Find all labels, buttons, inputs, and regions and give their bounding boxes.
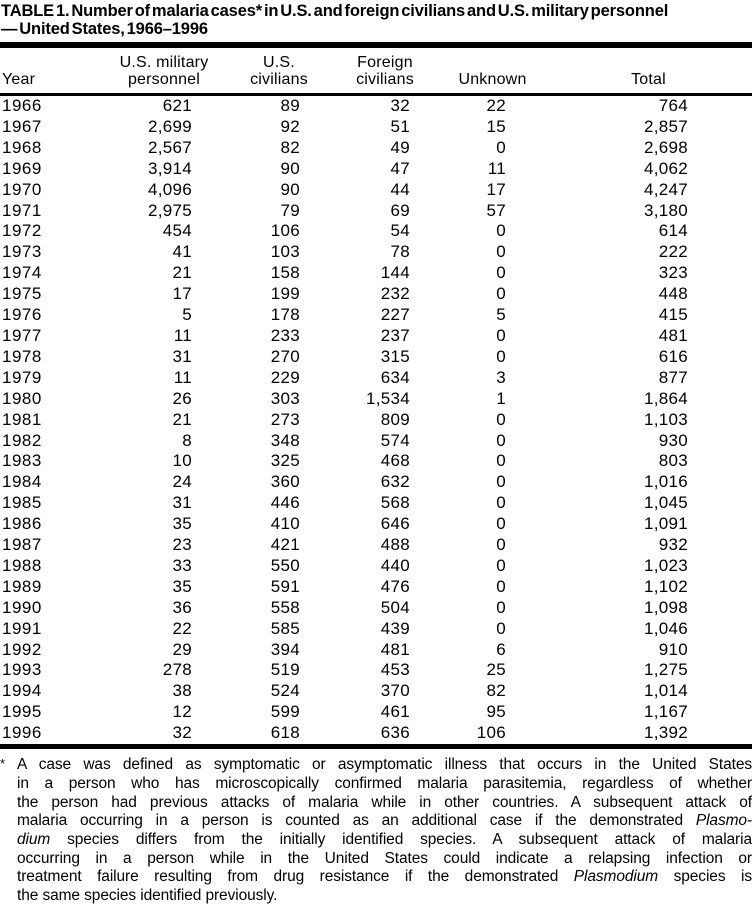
unknown-cell: 0: [496, 555, 506, 575]
year-cell: 1988: [2, 555, 42, 575]
footnote-line: [0, 756, 752, 775]
table-row: [0, 431, 752, 452]
table-row: [0, 242, 752, 263]
us-civilians-cell: 591: [270, 576, 300, 596]
us-civilians-cell: 585: [270, 618, 300, 638]
unknown-cell: 17: [486, 179, 506, 199]
table-row: [0, 723, 752, 744]
column-header-foreign-civilians: Foreign civilians: [330, 45, 440, 95]
footnote: [0, 749, 752, 906]
foreign-civilians-cell: 481: [380, 639, 410, 659]
footnote-text: A case was defined as symptomatic or asymptomatic illness that occurs in the United States: [17, 756, 752, 774]
year-cell: 1994: [2, 681, 42, 701]
us-civilians-cell: 558: [270, 597, 300, 617]
year-cell: 1990: [2, 597, 42, 617]
year-cell: 1966: [2, 96, 42, 115]
total-cell: 1,392: [643, 723, 688, 743]
us-civilians-cell: 270: [270, 346, 300, 366]
total-cell: 1,098: [643, 597, 688, 617]
table-row: [0, 493, 752, 514]
total-cell: 764: [658, 96, 688, 115]
footnote-italic-text: Plasmodium: [573, 868, 659, 886]
us-military-cell: 2,699: [147, 116, 192, 136]
foreign-civilians-cell: 78: [390, 242, 410, 262]
table-row: [0, 305, 752, 326]
footnote-text: the same species identified previously.: [17, 887, 278, 905]
table-title-line1: TABLE 1. Number of malaria cases* in U.S. and foreign civilians and U.S. military personnel: [1, 2, 669, 20]
table-row: [0, 95, 752, 117]
table-row: [0, 640, 752, 661]
us-civilians-cell: 90: [280, 158, 300, 178]
us-military-cell: 278: [162, 660, 192, 680]
us-civilians-cell: 410: [270, 514, 300, 534]
unknown-cell: 57: [486, 200, 506, 220]
us-military-cell: 4,096: [147, 179, 192, 199]
footnote-line: [17, 831, 752, 850]
year-cell: 1972: [2, 221, 42, 241]
unknown-cell: 0: [496, 618, 506, 638]
foreign-civilians-cell: 468: [380, 451, 410, 471]
total-cell: 3,180: [643, 200, 688, 220]
us-military-cell: 38: [172, 681, 192, 701]
year-cell: 1976: [2, 305, 42, 325]
foreign-civilians-cell: 568: [380, 493, 410, 513]
us-military-cell: 5: [182, 305, 192, 325]
year-cell: 1980: [2, 388, 42, 408]
table-row: [0, 389, 752, 410]
table-row: [0, 619, 752, 640]
total-cell: 222: [658, 242, 688, 262]
table-row: [0, 180, 752, 201]
us-civilians-cell: 325: [270, 451, 300, 471]
foreign-civilians-cell: 504: [380, 597, 410, 617]
us-military-cell: 2,975: [147, 200, 192, 220]
total-cell: 1,103: [643, 409, 688, 429]
us-military-cell: 24: [172, 472, 192, 492]
unknown-cell: 22: [486, 96, 506, 115]
foreign-civilians-cell: 32: [390, 96, 410, 115]
us-civilians-cell: 519: [270, 660, 300, 680]
year-cell: 1968: [2, 137, 42, 157]
total-cell: 481: [658, 325, 688, 345]
year-cell: 1996: [2, 723, 42, 743]
total-cell: 932: [658, 535, 688, 555]
unknown-cell: 5: [496, 305, 506, 325]
column-header-us-civilians: U.S. civilians: [228, 45, 330, 95]
total-cell: 1,045: [643, 493, 688, 513]
unknown-cell: 0: [496, 137, 506, 157]
us-military-cell: 21: [172, 409, 192, 429]
foreign-civilians-cell: 44: [390, 179, 410, 199]
unknown-cell: 0: [496, 597, 506, 617]
us-civilians-cell: 106: [270, 221, 300, 241]
footnote-italic-text: Plasmo-: [695, 812, 752, 830]
us-military-cell: 21: [172, 263, 192, 283]
year-cell: 1978: [2, 346, 42, 366]
year-cell: 1983: [2, 451, 42, 471]
year-cell: 1969: [2, 158, 42, 178]
us-civilians-cell: 273: [270, 409, 300, 429]
us-civilians-cell: 524: [270, 681, 300, 701]
us-military-cell: 29: [172, 639, 192, 659]
foreign-civilians-cell: 453: [380, 660, 410, 680]
foreign-civilians-cell: 636: [380, 723, 410, 743]
table-row: [0, 117, 752, 138]
year-cell: 1986: [2, 514, 42, 534]
table-title: [0, 0, 752, 42]
year-cell: 1967: [2, 116, 42, 136]
unknown-cell: 0: [496, 346, 506, 366]
foreign-civilians-cell: 809: [380, 409, 410, 429]
us-civilians-cell: 446: [270, 493, 300, 513]
table-row: [0, 535, 752, 556]
us-military-cell: 22: [172, 618, 192, 638]
table-row: [0, 368, 752, 389]
us-civilians-cell: 178: [270, 305, 300, 325]
us-military-cell: 31: [172, 493, 192, 513]
column-header-year: Year: [0, 45, 100, 95]
table-row: [0, 263, 752, 284]
total-cell: 415: [658, 305, 688, 325]
table-body: [0, 95, 752, 745]
column-header-total: Total: [545, 45, 752, 95]
footnote-line: [17, 850, 752, 869]
year-cell: 1991: [2, 618, 42, 638]
footnote-text: the person had previous attacks of malaria while in other countries. A subsequent attack of: [17, 793, 752, 811]
foreign-civilians-cell: 232: [380, 284, 410, 304]
total-cell: 448: [658, 284, 688, 304]
table-row: [0, 451, 752, 472]
total-cell: 877: [658, 367, 688, 387]
foreign-civilians-cell: 634: [380, 367, 410, 387]
unknown-cell: 0: [496, 409, 506, 429]
us-military-cell: 8: [182, 430, 192, 450]
unknown-cell: 0: [496, 514, 506, 534]
table-row: [0, 410, 752, 431]
table-header: [0, 45, 752, 95]
unknown-cell: 15: [486, 116, 506, 136]
us-military-cell: 12: [172, 702, 192, 722]
unknown-cell: 95: [486, 702, 506, 722]
unknown-cell: 0: [496, 430, 506, 450]
us-military-cell: 36: [172, 597, 192, 617]
us-military-cell: 10: [172, 451, 192, 471]
foreign-civilians-cell: 69: [390, 200, 410, 220]
foreign-civilians-cell: 488: [380, 535, 410, 555]
table-row: [0, 681, 752, 702]
year-cell: 1989: [2, 576, 42, 596]
unknown-cell: 3: [496, 367, 506, 387]
unknown-cell: 106: [476, 723, 506, 743]
us-civilians-cell: 89: [280, 96, 300, 115]
column-header-unknown: Unknown: [440, 45, 545, 95]
foreign-civilians-cell: 227: [380, 305, 410, 325]
unknown-cell: 0: [496, 325, 506, 345]
total-cell: 2,857: [643, 116, 688, 136]
table-row: [0, 347, 752, 368]
foreign-civilians-cell: 144: [380, 263, 410, 283]
total-cell: 910: [658, 639, 688, 659]
foreign-civilians-cell: 370: [380, 681, 410, 701]
footnote-line: [17, 887, 752, 906]
table-row: [0, 221, 752, 242]
table-row: [0, 702, 752, 723]
foreign-civilians-cell: 440: [380, 555, 410, 575]
table-row: [0, 201, 752, 222]
us-civilians-cell: 421: [270, 535, 300, 555]
year-cell: 1993: [2, 660, 42, 680]
us-military-cell: 621: [162, 96, 192, 115]
total-cell: 4,247: [643, 179, 688, 199]
year-cell: 1971: [2, 200, 42, 220]
table-row: [0, 556, 752, 577]
total-cell: 803: [658, 451, 688, 471]
total-cell: 1,023: [643, 555, 688, 575]
footnote-line: [17, 812, 752, 831]
us-civilians-cell: 90: [280, 179, 300, 199]
table-row: [0, 284, 752, 305]
foreign-civilians-cell: 49: [390, 137, 410, 157]
us-military-cell: 454: [162, 221, 192, 241]
table-row: [0, 159, 752, 180]
foreign-civilians-cell: 476: [380, 576, 410, 596]
footnote-text: occurring in a person while in the United States could indicate a relapsing infection or: [17, 849, 752, 867]
us-civilians-cell: 79: [280, 200, 300, 220]
unknown-cell: 82: [486, 681, 506, 701]
us-civilians-cell: 348: [270, 430, 300, 450]
us-civilians-cell: 229: [270, 367, 300, 387]
table-row: [0, 472, 752, 493]
us-civilians-cell: 233: [270, 325, 300, 345]
foreign-civilians-cell: 54: [390, 221, 410, 241]
total-cell: 616: [658, 346, 688, 366]
us-military-cell: 17: [172, 284, 192, 304]
year-cell: 1995: [2, 702, 42, 722]
footnote-text: in a person who has microscopically confirmed malaria parasitemia, regardless of whether: [17, 774, 752, 792]
footnote-text: species is: [658, 868, 752, 886]
unknown-cell: 1: [496, 388, 506, 408]
us-military-cell: 35: [172, 514, 192, 534]
header-row: [0, 45, 752, 95]
us-civilians-cell: 618: [270, 723, 300, 743]
year-cell: 1973: [2, 242, 42, 262]
unknown-cell: 25: [486, 660, 506, 680]
footnote-asterisk: *: [0, 756, 5, 772]
foreign-civilians-cell: 237: [380, 325, 410, 345]
unknown-cell: 0: [496, 472, 506, 492]
column-header-us-military-personnel: U.S. military personnel: [100, 45, 228, 95]
year-cell: 1979: [2, 367, 42, 387]
us-military-cell: 32: [172, 723, 192, 743]
total-cell: 1,016: [643, 472, 688, 492]
unknown-cell: 0: [496, 284, 506, 304]
total-cell: 323: [658, 263, 688, 283]
total-cell: 1,102: [643, 576, 688, 596]
unknown-cell: 0: [496, 535, 506, 555]
foreign-civilians-cell: 315: [380, 346, 410, 366]
unknown-cell: 0: [496, 493, 506, 513]
year-cell: 1987: [2, 535, 42, 555]
total-cell: 1,167: [643, 702, 688, 722]
foreign-civilians-cell: 574: [380, 430, 410, 450]
unknown-cell: 11: [487, 158, 506, 178]
total-cell: 1,275: [643, 660, 688, 680]
total-cell: 1,046: [643, 618, 688, 638]
unknown-cell: 0: [496, 242, 506, 262]
us-military-cell: 11: [173, 367, 192, 387]
foreign-civilians-cell: 1,534: [365, 388, 410, 408]
us-military-cell: 23: [172, 535, 192, 555]
us-military-cell: 33: [172, 555, 192, 575]
us-military-cell: 2,567: [147, 137, 192, 157]
unknown-cell: 0: [496, 451, 506, 471]
total-cell: 1,864: [643, 388, 688, 408]
total-cell: 614: [658, 221, 688, 241]
foreign-civilians-cell: 461: [380, 702, 410, 722]
year-cell: 1977: [2, 325, 42, 345]
total-cell: 1,014: [643, 681, 688, 701]
table-row: [0, 660, 752, 681]
foreign-civilians-cell: 439: [380, 618, 410, 638]
us-civilians-cell: 303: [270, 388, 300, 408]
table-row: [0, 138, 752, 159]
total-cell: 4,062: [643, 158, 688, 178]
us-civilians-cell: 199: [270, 284, 300, 304]
us-civilians-cell: 550: [270, 555, 300, 575]
footnote-line: [17, 775, 752, 794]
unknown-cell: 0: [496, 576, 506, 596]
unknown-cell: 0: [496, 221, 506, 241]
malaria-cases-table: [0, 42, 752, 744]
total-cell: 2,698: [643, 137, 688, 157]
table-title-line2: — United States, 1966–1996: [1, 19, 208, 38]
footnote-text: treatment failure resulting from drug resistance if the demonstrated: [17, 868, 574, 886]
us-military-cell: 31: [172, 346, 192, 366]
us-civilians-cell: 92: [280, 116, 300, 136]
total-cell: 930: [658, 430, 688, 450]
us-military-cell: 35: [172, 576, 192, 596]
foreign-civilians-cell: 646: [380, 514, 410, 534]
year-cell: 1992: [2, 639, 42, 659]
footnote-text: malaria occurring in a person is counted as an additional case if the demonstrated: [17, 812, 696, 830]
total-cell: 1,091: [643, 514, 688, 534]
footnote-text: species differs from the initially identified species. A subsequent attack of malaria: [50, 830, 752, 848]
year-cell: 1985: [2, 493, 42, 513]
us-civilians-cell: 103: [270, 242, 300, 262]
footnote-line: [17, 868, 752, 887]
table-row: [0, 577, 752, 598]
footnote-italic-text: dium: [17, 830, 51, 848]
footnote-line: [17, 794, 752, 813]
year-cell: 1975: [2, 284, 42, 304]
us-civilians-cell: 360: [270, 472, 300, 492]
us-civilians-cell: 599: [270, 702, 300, 722]
year-cell: 1984: [2, 472, 42, 492]
foreign-civilians-cell: 51: [390, 116, 410, 136]
unknown-cell: 6: [496, 639, 506, 659]
us-military-cell: 3,914: [147, 158, 192, 178]
table-row: [0, 326, 752, 347]
table-row: [0, 514, 752, 535]
us-civilians-cell: 158: [270, 263, 300, 283]
year-cell: 1974: [2, 263, 42, 283]
us-military-cell: 41: [172, 242, 192, 262]
foreign-civilians-cell: 47: [390, 158, 410, 178]
us-military-cell: 26: [172, 388, 192, 408]
unknown-cell: 0: [496, 263, 506, 283]
year-cell: 1982: [2, 430, 42, 450]
foreign-civilians-cell: 632: [380, 472, 410, 492]
year-cell: 1970: [2, 179, 42, 199]
us-civilians-cell: 394: [270, 639, 300, 659]
us-military-cell: 11: [173, 325, 192, 345]
year-cell: 1981: [2, 409, 42, 429]
us-civilians-cell: 82: [280, 137, 300, 157]
table-row: [0, 598, 752, 619]
